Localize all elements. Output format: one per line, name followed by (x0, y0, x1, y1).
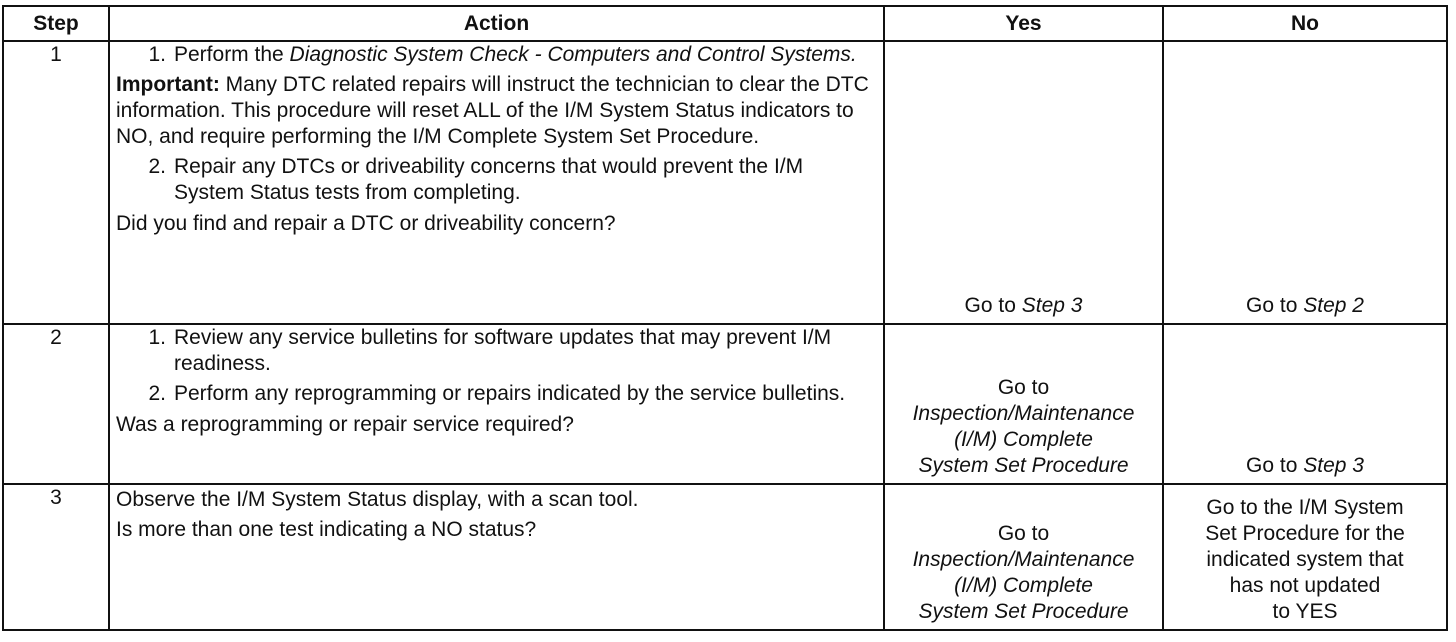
list-number: 1. (148, 326, 166, 349)
procedure-link-line[interactable]: System Set Procedure (918, 454, 1129, 477)
important-label: Important: (116, 73, 220, 96)
action-list (116, 154, 877, 206)
question-text: Is more than one test indicating a NO status? (116, 518, 537, 541)
no-cell (1163, 41, 1447, 324)
list-text-plain: Perform the (174, 43, 290, 66)
header-no: No (1163, 6, 1447, 41)
header-step: Step (3, 6, 109, 41)
go-to-step-2-link[interactable]: Step 2 (1303, 294, 1364, 317)
question-text: Did you find and repair a DTC or driveability concern? (116, 212, 616, 235)
no-text-line: Go to the I/M System (1206, 496, 1404, 519)
list-number: 1. (148, 43, 166, 66)
list-number: 2. (148, 382, 166, 405)
action-cell (109, 41, 884, 324)
step-number: 1 (3, 41, 109, 324)
action-cell (109, 484, 884, 630)
header-action: Action (109, 6, 884, 41)
action-list (116, 325, 877, 407)
important-text: Many DTC related repairs will instruct the technician to clear the DTC information. This procedure will reset ALL of the I/M System Status indicators to NO, and require performing the I/M Complete System Set Procedure. (116, 73, 869, 148)
list-item (116, 42, 877, 68)
header-row (3, 6, 1447, 41)
procedure-link-line[interactable]: Inspection/Maintenance (912, 402, 1135, 425)
question-text: Was a reprogramming or repair service required? (116, 413, 574, 436)
list-number: 2. (148, 155, 166, 178)
no-cell (1163, 324, 1447, 484)
no-text-line: Set Procedure for the (1205, 522, 1405, 545)
diagnostic-table (2, 5, 1448, 631)
list-item (116, 154, 877, 206)
go-to-step-3-link[interactable]: Step 3 (1021, 294, 1083, 317)
no-prefix: Go to (1246, 294, 1304, 317)
header-yes: Yes (884, 6, 1163, 41)
table-row-step-1 (3, 41, 1447, 324)
procedure-link-line[interactable]: (I/M) Complete (954, 428, 1093, 451)
no-cell (1163, 484, 1447, 630)
procedure-link-line[interactable]: System Set Procedure (918, 600, 1129, 623)
yes-cell (884, 324, 1163, 484)
yes-prefix: Go to (997, 522, 1050, 545)
action-cell (109, 324, 884, 484)
yes-prefix: Go to (964, 294, 1022, 317)
action-list (116, 42, 877, 68)
diagnostic-table-container (2, 5, 1448, 631)
step-number: 2 (3, 324, 109, 484)
observe-text: Observe the I/M System Status display, with a scan tool. (116, 488, 639, 511)
diagnostic-system-check-link[interactable]: Diagnostic System Check - Computers and Control Systems. (289, 43, 857, 66)
table-row-step-3 (3, 484, 1447, 630)
list-text: Review any service bulletins for software updates that may prevent I/M readiness. (174, 326, 832, 375)
list-item (116, 325, 877, 377)
go-to-step-3-link[interactable]: Step 3 (1303, 454, 1364, 477)
no-text-line: has not updated (1229, 574, 1381, 597)
yes-cell (884, 41, 1163, 324)
list-text: Perform any reprogramming or repairs indicated by the service bulletins. (174, 382, 846, 405)
table-row-step-2 (3, 324, 1447, 484)
step-number: 3 (3, 484, 109, 630)
procedure-link-line[interactable]: Inspection/Maintenance (912, 548, 1135, 571)
no-text-line: indicated system that (1206, 548, 1404, 571)
no-prefix: Go to (1246, 454, 1304, 477)
list-item (116, 381, 877, 407)
yes-cell (884, 484, 1163, 630)
important-note (116, 72, 877, 150)
procedure-link-line[interactable]: (I/M) Complete (954, 574, 1093, 597)
yes-prefix: Go to (997, 376, 1050, 399)
list-text (174, 42, 877, 68)
list-text: Repair any DTCs or driveability concerns that would prevent the I/M System Status tests from completing. (174, 155, 804, 204)
no-text-line: to YES (1272, 600, 1338, 623)
